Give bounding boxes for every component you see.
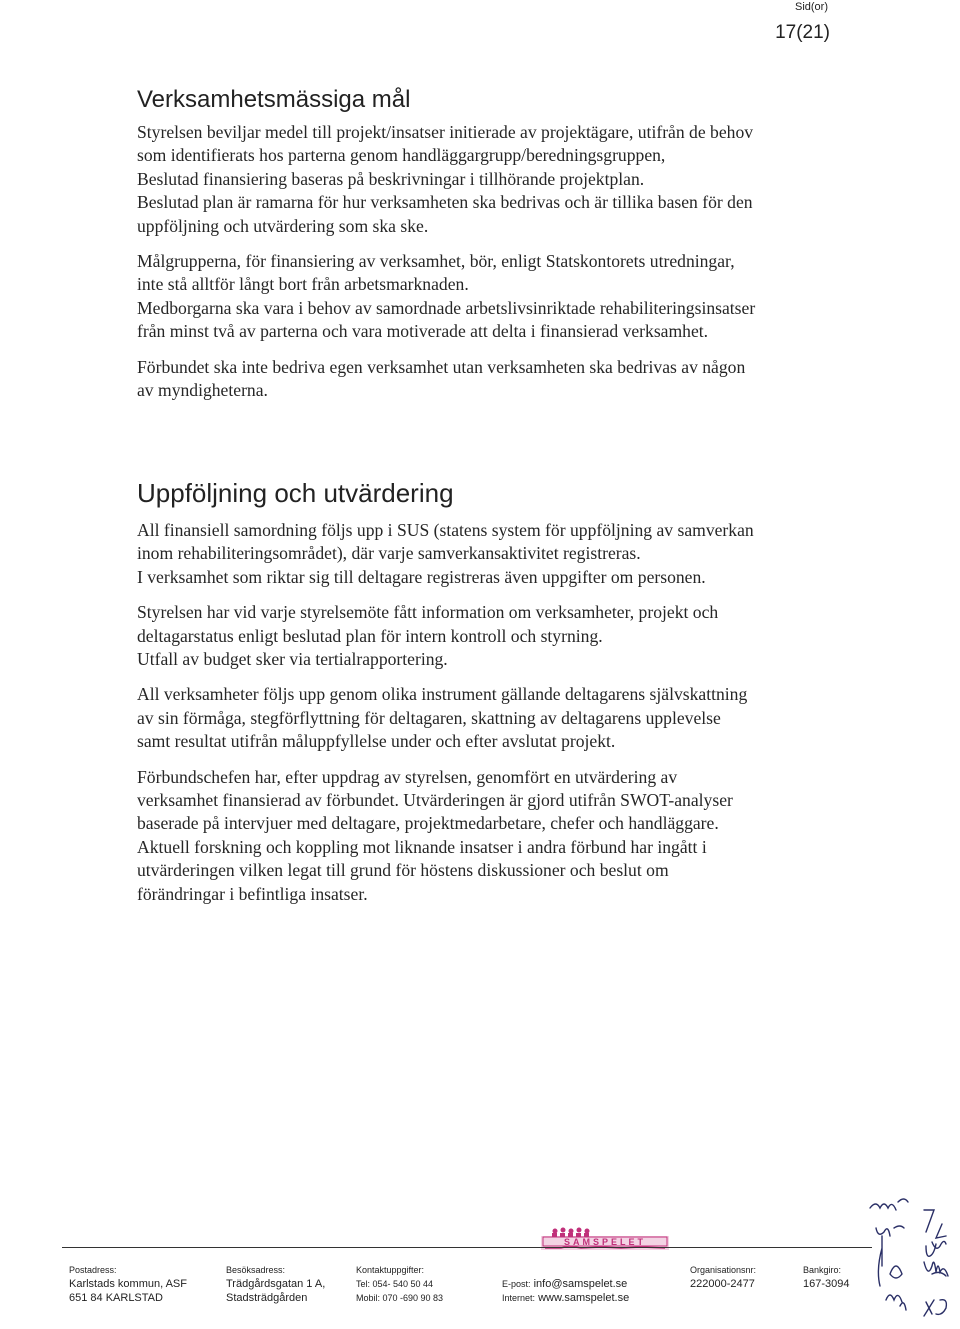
- postal-address-label: Postadress:: [69, 1265, 117, 1275]
- paragraph: [137, 683, 877, 753]
- web-label: Internet:: [502, 1293, 536, 1303]
- text-line: inom rehabiliteringsområdet), där varje samverkansaktivitet registreras.: [137, 543, 641, 564]
- org-number-value: 222000-2477: [690, 1278, 755, 1290]
- email-line: [502, 1277, 629, 1291]
- section-title-goals: Verksamhetsmässiga mål: [137, 86, 411, 113]
- paragraph: [137, 356, 877, 403]
- text-line: samt resultat utifrån måluppfyllelse under och efter avslutat projekt.: [137, 731, 616, 752]
- text-line: förändringar i befintliga insatser.: [137, 883, 368, 904]
- bankgiro-label: Bankgiro:: [803, 1265, 842, 1275]
- postal-address-line: Karlstads kommun, ASF: [69, 1278, 187, 1290]
- text-line: I verksamhet som riktar sig till deltagare registreras även uppgifter om personen.: [137, 566, 706, 587]
- org-number-label: Organisationsnr:: [690, 1265, 757, 1275]
- footer-divider: [62, 1247, 872, 1248]
- visiting-address-line: Stadsträdgården: [226, 1292, 308, 1304]
- text-line: Medborgarna ska vara i behov av samordnade arbetslivsinriktade rehabiliteringsinsatser: [137, 297, 756, 318]
- text-line: Beslutad finansiering baseras på beskrivningar i tillhörande projektplan.: [137, 168, 645, 189]
- page-number-label: Sid(or): [794, 1, 828, 13]
- page-number: 17(21): [775, 22, 830, 43]
- handwritten-initials: [840, 1188, 960, 1329]
- text-line: All verksamheter följs upp genom olika instrument gällande deltagarens självskattning: [137, 684, 748, 705]
- web-line: [502, 1291, 629, 1305]
- text-line: Förbundschefen har, efter uppdrag av styrelsen, genomfört en utvärdering av: [137, 766, 678, 787]
- text-line: Förbundet ska inte bedriva egen verksamhet utan verksamheten ska bedrivas av någon: [137, 356, 746, 377]
- text-line: som identifierats hos parterna genom handläggargrupp/beredningsgruppen,: [137, 145, 666, 166]
- text-line: Styrelsen har vid varje styrelsemöte fått information om verksamheter, projekt och: [137, 602, 719, 623]
- text-line: verksamhet finansierad av förbundet. Utvärderingen är gjord utifrån SWOT-analyser: [137, 790, 733, 811]
- visiting-address-line: Trädgårdsgatan 1 A,: [226, 1278, 326, 1290]
- web-link[interactable]: www.samspelet.se: [538, 1292, 630, 1304]
- paragraph: [137, 121, 877, 238]
- text-line: Styrelsen beviljar medel till projekt/insatser initierade av projektägare, utifrån de behov: [137, 122, 754, 142]
- text-line: Aktuell forskning och koppling mot liknande insatser i andra förbund har ingått i: [137, 836, 707, 857]
- text-line: Utfall av budget sker via tertialrapportering.: [137, 649, 448, 670]
- text-line: av myndigheterna.: [137, 380, 268, 401]
- footer-visiting-address: [226, 1264, 325, 1305]
- postal-address-line: 651 84 KARLSTAD: [69, 1292, 163, 1304]
- section-followup-body: [137, 519, 877, 906]
- contact-label: Kontaktuppgifter:: [356, 1265, 425, 1275]
- section-goals-body: [137, 121, 877, 402]
- text-line: av sin förmåga, stegförflyttning för deltagaren, skattning av deltagarens upplevelse: [137, 707, 721, 728]
- paragraph: [137, 250, 877, 344]
- bankgiro-value: 167-3094: [803, 1278, 850, 1290]
- section-title-followup: Uppföljning och utvärdering: [137, 478, 454, 508]
- paragraph: [137, 601, 877, 671]
- footer-contact: [356, 1264, 443, 1305]
- contact-mobile: Mobil: 070 -690 90 83: [356, 1293, 444, 1303]
- text-line: Beslutad plan är ramarna för hur verksamheten ska bedrivas och är tillika basen för den: [137, 192, 753, 213]
- text-line: inte stå alltför långt bort från arbetsmarknaden.: [137, 274, 469, 295]
- contact-phone: Tel: 054- 540 50 44: [356, 1279, 434, 1289]
- text-line: utvärderingen vilken legat till grund för höstens diskussioner och beslut om: [137, 860, 669, 881]
- footer-org-number: [690, 1264, 756, 1291]
- email-label: E-post:: [502, 1279, 531, 1289]
- visiting-address-label: Besöksadress:: [226, 1265, 286, 1275]
- text-line: från minst två av parterna och vara motiverade att delta i finansierad verksamhet.: [137, 321, 709, 342]
- logo-text: SAMSPELET: [563, 1237, 647, 1247]
- paragraph: [137, 766, 877, 906]
- text-line: All finansiell samordning följs upp i SUS (statens system för uppföljning av samverkan: [137, 520, 754, 540]
- text-line: baserade på intervjuer med deltagare, projektmedarbetare, chefer och handläggare.: [137, 813, 719, 834]
- footer-email-web: [502, 1277, 629, 1305]
- text-line: Målgrupperna, för finansiering av verksamhet, bör, enligt Statskontorets utredningar,: [137, 251, 735, 272]
- paragraph: [137, 519, 877, 589]
- footer-postal-address: [69, 1264, 187, 1305]
- text-line: uppföljning och utvärdering som ska ske.: [137, 215, 429, 236]
- text-line: deltagarstatus enligt beslutad plan för intern kontroll och styrning.: [137, 625, 603, 646]
- email-link[interactable]: info@samspelet.se: [533, 1278, 628, 1290]
